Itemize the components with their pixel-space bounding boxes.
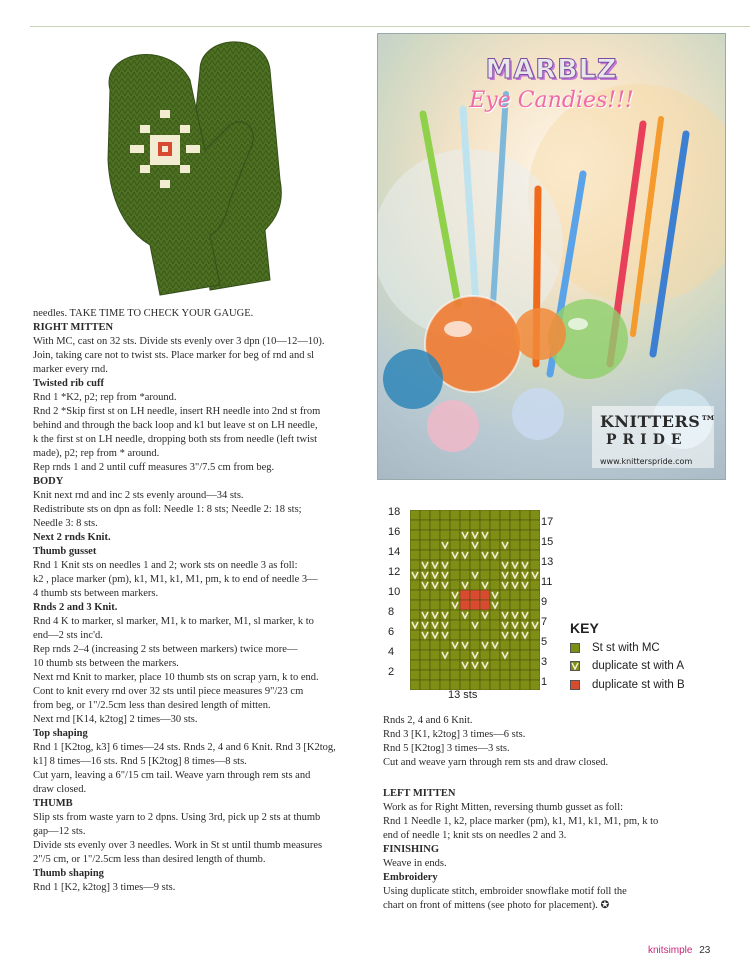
chart-cell [510, 680, 520, 690]
chart-cell [460, 590, 470, 600]
chart-cell [530, 660, 540, 670]
ad-brand-logo [600, 412, 717, 448]
section-heading: Next 2 rnds Knit. [33, 532, 111, 543]
key-item-a [570, 660, 684, 672]
section-heading: BODY [33, 476, 64, 487]
instruction-line: gap—12 sts. [33, 826, 86, 837]
chart-cell [460, 520, 470, 530]
chart-cell [430, 600, 440, 610]
footer-brand-simple: simple [663, 945, 693, 956]
instruction-line: k the first st on LH needle, dropping both sts from needle (left twist [33, 434, 318, 445]
instruction-line: end—2 sts inc'd. [33, 630, 103, 641]
chart-cell [440, 640, 450, 650]
chart-row-number: 10 [388, 586, 401, 598]
key-label-a: duplicate st with A [592, 660, 685, 672]
instruction-line: k2 , place marker (pm), k1, M1, k1, M1, pm, k to end of needle 3— [33, 574, 318, 585]
chart-cell [490, 510, 500, 520]
key-label-mc: St st with MC [592, 642, 660, 654]
chart-cell [420, 540, 430, 550]
section-heading: Thumb gusset [33, 546, 97, 557]
chart-cell [520, 650, 530, 660]
chart-cell [410, 550, 420, 560]
instruction-line: Divide sts evenly over 3 needles. Work in St st until thumb measures [33, 840, 323, 851]
chart-cell [510, 660, 520, 670]
chart-cell [410, 510, 420, 520]
chart-cell [530, 650, 540, 660]
instruction-line: Rnd 1 Knit sts on needles 1 and 2; work sts on needle 3 as foll: [33, 560, 298, 571]
chart-cell [460, 670, 470, 680]
chart-cell [480, 650, 490, 660]
chart-cell [480, 540, 490, 550]
ad-brand-line1: KNITTERS™ [600, 412, 717, 431]
chart-cell [500, 590, 510, 600]
chart-cell [510, 600, 520, 610]
chart-cell [410, 680, 420, 690]
chart-cell [480, 520, 490, 530]
instruction-line: 4 thumb sts between markers. [33, 588, 159, 599]
chart-cell [450, 520, 460, 530]
top-rule [30, 26, 750, 27]
chart-cell [420, 660, 430, 670]
instruction-line: Next rnd [K14, k2tog] 2 times—30 sts. [33, 714, 198, 725]
chart-row-number: 17 [541, 516, 554, 528]
page-footer [648, 945, 710, 956]
chart-cell [470, 670, 480, 680]
chart-cell [490, 670, 500, 680]
chart-cell [420, 520, 430, 530]
chart-row-number: 6 [388, 626, 395, 638]
chart-cell [490, 660, 500, 670]
chart-cell [520, 590, 530, 600]
chart-cell [530, 640, 540, 650]
instruction-line: marker every rnd. [33, 364, 108, 375]
section-heading: FINISHING [383, 844, 440, 855]
section-heading: RIGHT MITTEN [33, 322, 114, 333]
chart-cell [530, 670, 540, 680]
instruction-line: Weave in ends. [383, 858, 447, 869]
chart-cell [440, 520, 450, 530]
chart-cell [520, 530, 530, 540]
instruction-line: Rnd 4 K to marker, sl marker, M1, k to marker, M1, sl marker, k to [33, 616, 314, 627]
chart-row-number: 15 [541, 536, 554, 548]
instructions-left-column [33, 307, 363, 895]
instruction-line: made), p2; rep from * around. [33, 448, 160, 459]
section-heading: THUMB [33, 798, 73, 809]
chart-row-number: 13 [541, 556, 554, 568]
chart-cell [410, 670, 420, 680]
chart-cell [420, 510, 430, 520]
instruction-line: With MC, cast on 32 sts. Divide sts evenly over 3 dpn (10—12—10). [33, 336, 325, 347]
chart-cell [530, 550, 540, 560]
chart-cell [490, 520, 500, 530]
instruction-line: Using duplicate stitch, embroider snowflake motif foll the [383, 886, 627, 897]
chart-cell [530, 530, 540, 540]
ad-brand-line2: PRIDE [606, 432, 688, 448]
chart-row-number: 12 [388, 566, 401, 578]
key-item-b [570, 679, 685, 691]
chart-cell [410, 610, 420, 620]
chart-cell [490, 570, 500, 580]
chart-cell [500, 550, 510, 560]
instruction-line: Rnd 1 Needle 1, k2, place marker (pm), k1, M1, k1, M1, pm, k to [383, 816, 659, 827]
chart-cell [420, 600, 430, 610]
chart-cell [430, 590, 440, 600]
instruction-line: Rnd 2 *Skip first st on LH needle, insert RH needle into 2nd st from [33, 406, 321, 417]
chart-cell [490, 540, 500, 550]
chart-row-number: 4 [388, 646, 395, 658]
chart-cell [420, 530, 430, 540]
chart-cell [530, 630, 540, 640]
chart-cell [510, 670, 520, 680]
chart-cell [480, 560, 490, 570]
chart-cell [470, 590, 480, 600]
chart-cell [440, 590, 450, 600]
chart-cell [520, 680, 530, 690]
chart-cell [490, 580, 500, 590]
chart-cell [440, 510, 450, 520]
chart-cell [430, 540, 440, 550]
chart-cell [440, 600, 450, 610]
chart-cell [530, 600, 540, 610]
chart-row-number: 5 [541, 636, 548, 648]
section-heading: Thumb shaping [33, 868, 104, 879]
chart-cell [440, 550, 450, 560]
mitten-photo [80, 30, 340, 300]
instruction-line: Next rnd Knit to marker, place 10 thumb sts on scrap yarn, k to end. [33, 672, 319, 683]
instruction-line: chart on front of mittens (see photo for placement). ✪ [383, 900, 610, 911]
page-number: 23 [699, 945, 711, 956]
instruction-line: needles. TAKE TIME TO CHECK YOUR GAUGE. [33, 308, 254, 319]
footer-brand-knit: knit [648, 945, 664, 956]
chart-cell [450, 570, 460, 580]
chart-cell [410, 660, 420, 670]
chart-cell [430, 680, 440, 690]
chart-cell [470, 560, 480, 570]
chart-cell [480, 670, 490, 680]
chart-cell [430, 660, 440, 670]
chart-cell [410, 600, 420, 610]
instruction-line: Rnd 1 [K2tog, k3] 6 times—24 sts. Rnds 2, 4 and 6 Knit. Rnd 3 [K2tog, [33, 742, 336, 753]
chart-cell [410, 580, 420, 590]
chart-cell [450, 540, 460, 550]
chart-cell [440, 660, 450, 670]
chart-cell [450, 650, 460, 660]
chart-cell [470, 600, 480, 610]
chart-cell [460, 510, 470, 520]
chart-row-number: 7 [541, 616, 548, 628]
duplicate-stitch-a-icon [570, 661, 580, 671]
chart-cell [460, 600, 470, 610]
chart-cell [530, 680, 540, 690]
section-heading: Rnds 2 and 3 Knit. [33, 602, 118, 613]
chart-cell [530, 590, 540, 600]
instruction-line: Cont to knit every rnd over 32 sts until piece measures 9"/23 cm [33, 686, 304, 697]
chart-row-number: 8 [388, 606, 395, 618]
chart-cell [460, 570, 470, 580]
chart-cell [480, 570, 490, 580]
chart-cell [510, 520, 520, 530]
chart-cell [490, 530, 500, 540]
chart-cell [410, 520, 420, 530]
chart-cell [460, 560, 470, 570]
chart-cell [480, 600, 490, 610]
chart-cell [500, 670, 510, 680]
chart-cell [510, 590, 520, 600]
instruction-line: Needle 3: 8 sts. [33, 518, 98, 529]
chart-row-number: 3 [541, 656, 548, 668]
instruction-line: Rnd 5 [K2tog] 3 times—3 sts. [383, 743, 510, 754]
chart-cell [520, 670, 530, 680]
key-label-b: duplicate st with B [592, 679, 685, 691]
chart-cell [520, 640, 530, 650]
instruction-line: Knit next rnd and inc 2 sts evenly around—34 sts. [33, 490, 244, 501]
chart-cell [510, 510, 520, 520]
chart-cell [510, 540, 520, 550]
chart-cell [420, 550, 430, 560]
chart-row-number: 16 [388, 526, 401, 538]
chart-cell [500, 520, 510, 530]
instruction-line: Rnd 1 [K2, k2tog] 3 times—9 sts. [33, 882, 176, 893]
chart-cell [420, 590, 430, 600]
chart-cell [410, 530, 420, 540]
chart-cell [500, 530, 510, 540]
chart-width-label: 13 sts [448, 689, 478, 701]
chart-cell [450, 630, 460, 640]
chart-cell [530, 610, 540, 620]
chart-cell [450, 580, 460, 590]
chart-cell [520, 550, 530, 560]
chart-cell [510, 650, 520, 660]
section-heading: Top shaping [33, 728, 88, 739]
instruction-line: behind and through the back loop and k1 but leave st on LH needle, [33, 420, 318, 431]
chart-cell [530, 520, 540, 530]
chart-cell [530, 580, 540, 590]
chart-cell [490, 650, 500, 660]
chart-cell [410, 590, 420, 600]
instruction-line: draw closed. [33, 784, 87, 795]
chart-cell [520, 510, 530, 520]
chart-cell [410, 630, 420, 640]
instruction-line: 10 thumb sts between the markers. [33, 658, 179, 669]
chart-cell [460, 650, 470, 660]
instruction-line: end of needle 1; knit sts on needles 2 and 3. [383, 830, 567, 841]
instruction-line: Slip sts from waste yarn to 2 dpns. Using 3rd, pick up 2 sts at thumb [33, 812, 321, 823]
chart-cell [420, 680, 430, 690]
chart-cell [500, 600, 510, 610]
chart-cell [470, 640, 480, 650]
chart-cell [520, 600, 530, 610]
section-heading: Twisted rib cuff [33, 378, 104, 389]
chart-cell [430, 530, 440, 540]
chart-cell [410, 560, 420, 570]
chart-cell [470, 510, 480, 520]
duplicate-stitch-b-icon [570, 680, 580, 690]
instructions-right-column-top [383, 714, 713, 770]
chart-cell [480, 510, 490, 520]
chart-cell [490, 560, 500, 570]
chart-cell [510, 530, 520, 540]
key-title: KEY [570, 620, 599, 636]
chart-cell [450, 610, 460, 620]
chart-cell [490, 680, 500, 690]
instruction-line: from beg, or 1"/2.5cm less than desired length of mitten. [33, 700, 271, 711]
chart-cell [520, 540, 530, 550]
instruction-line: Rep rnds 1 and 2 until cuff measures 3"/7.5 cm from beg. [33, 462, 275, 473]
chart-cell [410, 540, 420, 550]
chart-row-number: 14 [388, 546, 401, 558]
chart-cell [410, 650, 420, 660]
chart-cell [500, 640, 510, 650]
ad-tagline: Eye Candies!!! [469, 88, 634, 113]
chart-cell [490, 610, 500, 620]
chart-cell [430, 550, 440, 560]
instruction-line: Cut yarn, leaving a 6"/15 cm tail. Weave yarn through rem sts and [33, 770, 311, 781]
instruction-line: 2"/5 cm, or 1"/2.5cm less than desired length of thumb. [33, 854, 266, 865]
chart-row-number: 2 [388, 666, 395, 678]
chart-cell [420, 650, 430, 660]
chart-cell [450, 560, 460, 570]
chart-row-number: 11 [541, 576, 553, 588]
chart-cell [500, 510, 510, 520]
chart-cell [470, 630, 480, 640]
instructions-right-column-bottom [383, 787, 713, 913]
chart-cell [500, 660, 510, 670]
chart-cell [440, 530, 450, 540]
chart-cell [420, 670, 430, 680]
chart-cell [440, 670, 450, 680]
chart-cell [470, 580, 480, 590]
chart-cell [520, 520, 530, 530]
chart-cell [530, 510, 540, 520]
chart-cell [410, 640, 420, 650]
instruction-line: Join, taking care not to twist sts. Place marker for beg of rnd and sl [33, 350, 315, 361]
ad-title: MARBLZ [485, 54, 618, 85]
chart-cell [450, 670, 460, 680]
chart-cell [430, 520, 440, 530]
instruction-line: Cut and weave yarn through rem sts and draw closed. [383, 757, 609, 768]
chart-cell [480, 680, 490, 690]
chart-cell [490, 630, 500, 640]
chart-cell [470, 610, 480, 620]
chart-cell [460, 540, 470, 550]
chart-row-number: 1 [541, 676, 548, 688]
instruction-line: Redistribute sts on dpn as foll: Needle 1: 8 sts; Needle 2: 18 sts; [33, 504, 302, 515]
chart-cell [450, 660, 460, 670]
chart-cell [500, 680, 510, 690]
chart-cell [420, 640, 430, 650]
chart-grid [410, 510, 540, 690]
chart-cell [430, 670, 440, 680]
mc-swatch-icon [570, 643, 580, 653]
ad-url[interactable]: www.knitterspride.com [600, 457, 693, 466]
section-heading: LEFT MITTEN [383, 788, 456, 799]
chart-cell [460, 620, 470, 630]
chart-cell [460, 630, 470, 640]
chart-cell [450, 530, 460, 540]
chart-cell [510, 550, 520, 560]
instruction-line: k1] 8 times—16 sts. Rnd 5 [K2tog] 8 times—8 sts. [33, 756, 247, 767]
chart-cell [450, 620, 460, 630]
chart-cell [520, 660, 530, 670]
instruction-line: Rnd 1 *K2, p2; rep from *around. [33, 392, 177, 403]
chart-cell [430, 640, 440, 650]
chart-cell [430, 510, 440, 520]
chart-cell [470, 520, 480, 530]
chart-cell [480, 630, 490, 640]
instruction-line: Rep rnds 2–4 (increasing 2 sts between markers) twice more— [33, 644, 298, 655]
chart-cell [430, 650, 440, 660]
chart-cell [450, 510, 460, 520]
chart-cell [490, 620, 500, 630]
section-heading: Embroidery [383, 872, 438, 883]
chart-cell [510, 640, 520, 650]
instruction-line: Work as for Right Mitten, reversing thumb gusset as foll: [383, 802, 624, 813]
chart-cell [530, 560, 540, 570]
marblz-advertisement[interactable] [377, 33, 726, 480]
instruction-line: Rnd 3 [K1, k2tog] 3 times—6 sts. [383, 729, 526, 740]
chart-cell [470, 550, 480, 560]
chart-row-number: 9 [541, 596, 548, 608]
chart-cell [480, 620, 490, 630]
chart-cell [530, 540, 540, 550]
chart-cell [480, 590, 490, 600]
instruction-line: Rnds 2, 4 and 6 Knit. [383, 715, 473, 726]
chart-row-number: 18 [388, 506, 401, 518]
key-item-mc [570, 642, 660, 654]
